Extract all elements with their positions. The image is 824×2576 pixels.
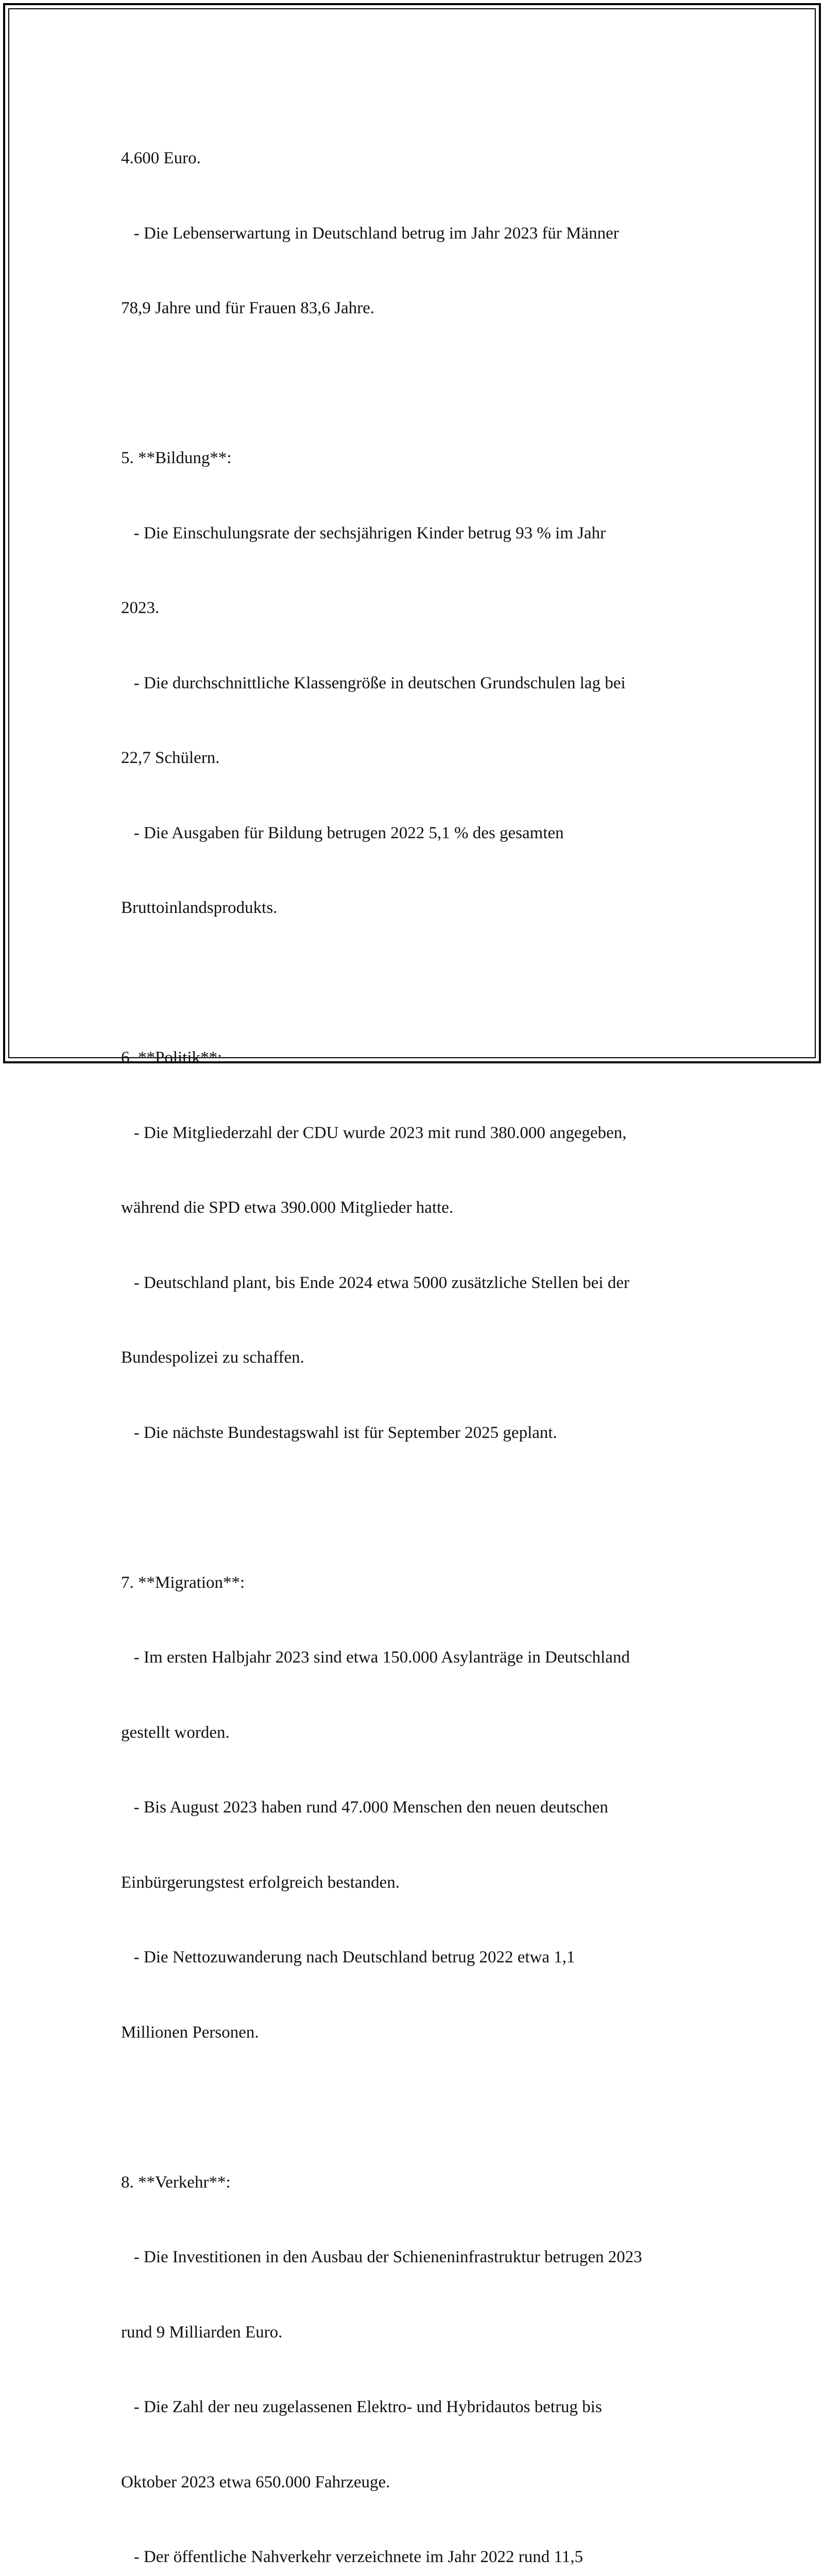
- text-line: - Deutschland plant, bis Ende 2024 etwa 5000 zusätzliche Stellen bei der: [121, 1273, 629, 1292]
- section-heading-verkehr: 8. **Verkehr**:: [121, 2173, 231, 2192]
- text-line: 4.600 Euro.: [121, 149, 201, 167]
- text-line: - Im ersten Halbjahr 2023 sind etwa 150.000 Asylanträge in Deutschland: [121, 1648, 630, 1667]
- text-line: - Die Mitgliederzahl der CDU wurde 2023 mit rund 380.000 angegeben,: [121, 1123, 627, 1142]
- text-line: - Die nächste Bundestagswahl ist für September 2025 geplant.: [121, 1423, 557, 1442]
- text-line: - Die Nettozuwanderung nach Deutschland betrug 2022 etwa 1,1: [121, 1948, 575, 1967]
- text-line: - Die Zahl der neu zugelassenen Elektro- und Hybridautos betrug bis: [121, 2398, 602, 2416]
- text-line: - Die Einschulungsrate der sechsjährigen Kinder betrug 93 % im Jahr: [121, 523, 606, 543]
- text-line: - Die Investitionen in den Ausbau der Schieneninfrastruktur betrugen 2023: [121, 2248, 642, 2266]
- section-heading-politik: 6. **Politik**:: [121, 1048, 222, 1067]
- text-line: Bruttoinlandsprodukts.: [121, 899, 278, 917]
- text-line: Einbürgerungstest erfolgreich bestanden.: [121, 1873, 400, 1892]
- text-line: 78,9 Jahre und für Frauen 83,6 Jahre.: [121, 299, 375, 317]
- text-line: rund 9 Milliarden Euro.: [121, 2323, 283, 2342]
- blank-line: [121, 371, 713, 396]
- text-line: - Die durchschnittliche Klassengröße in deutschen Grundschulen lag bei: [121, 673, 626, 692]
- document-body: [121, 96, 713, 2576]
- text-line: Millionen Personen.: [121, 2023, 259, 2042]
- blank-line: [121, 2095, 713, 2120]
- blank-line: [121, 971, 713, 996]
- section-heading-migration: 7. **Migration**:: [121, 1573, 245, 1592]
- text-line: 22,7 Schülern.: [121, 749, 220, 767]
- text-line: Oktober 2023 etwa 650.000 Fahrzeuge.: [121, 2472, 390, 2492]
- text-line: - Der öffentliche Nahverkehr verzeichnete im Jahr 2022 rund 11,5: [121, 2548, 583, 2566]
- text-line: - Die Ausgaben für Bildung betrugen 2022 5,1 % des gesamten: [121, 823, 564, 842]
- text-line: gestellt worden.: [121, 1723, 230, 1742]
- section-heading-bildung: 5. **Bildung**:: [121, 449, 232, 467]
- blank-line: [121, 1495, 713, 1520]
- text-line: - Bis August 2023 haben rund 47.000 Menschen den neuen deutschen: [121, 1798, 608, 1817]
- text-line: - Die Lebenserwartung in Deutschland betrug im Jahr 2023 für Männer: [121, 224, 619, 243]
- text-line: während die SPD etwa 390.000 Mitglieder hatte.: [121, 1198, 454, 1217]
- text-line: Bundespolizei zu schaffen.: [121, 1348, 304, 1367]
- text-line: 2023.: [121, 599, 160, 617]
